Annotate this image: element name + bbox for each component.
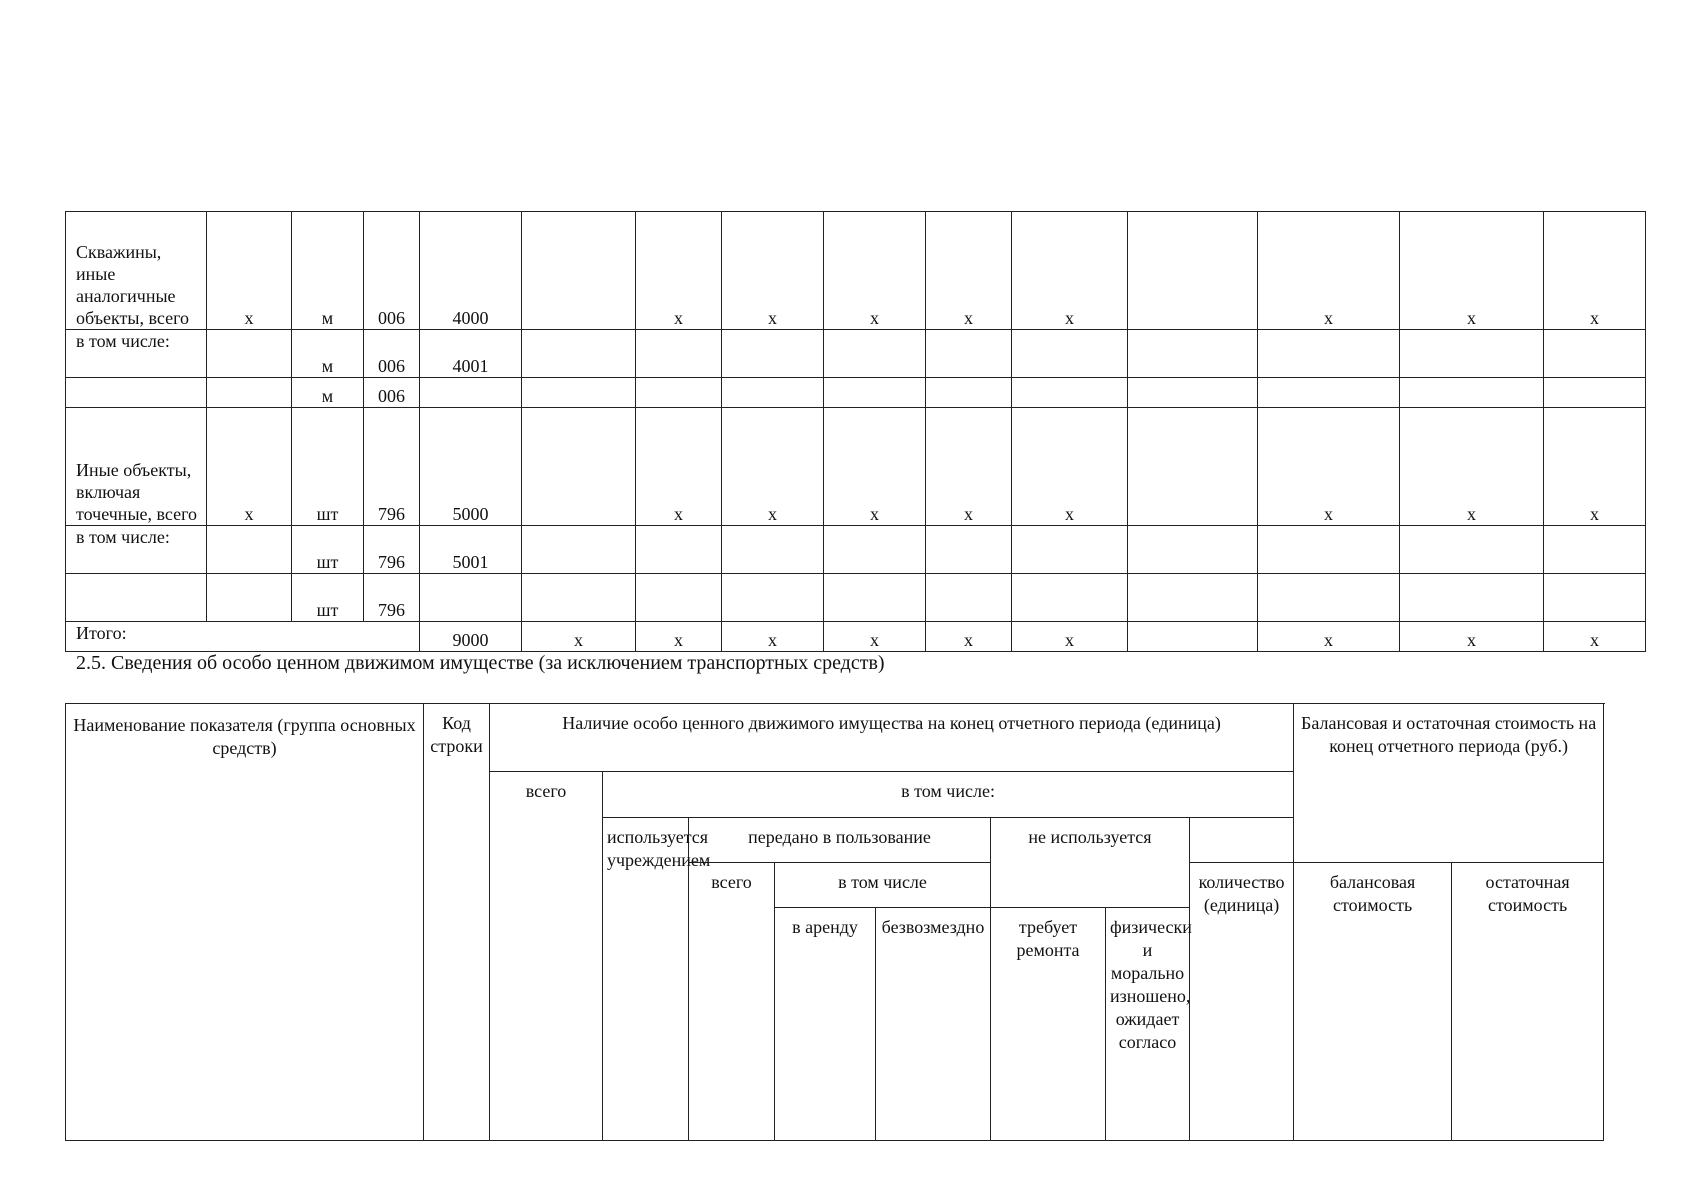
cell-okei: 006 [364, 378, 420, 408]
cell-col2 [207, 526, 292, 574]
assets-table [65, 211, 1646, 652]
cell-c14 [1400, 330, 1544, 378]
cell-c7 [636, 574, 722, 622]
total-cell-code: 9000 [420, 622, 522, 652]
cell-unit: шт [292, 574, 364, 622]
cell-c6 [522, 526, 636, 574]
total-cell-c7: x [636, 622, 722, 652]
cell-col2 [207, 378, 292, 408]
cell-c9: x [824, 212, 926, 330]
header-transferred-total: всего [689, 863, 775, 1141]
cell-c12 [1128, 526, 1258, 574]
row-name [66, 378, 207, 408]
cell-c15 [1544, 574, 1646, 622]
row-name: в том числе: [66, 330, 207, 378]
section-caption: 2.5. Сведения об особо ценном движимом имуществе (за исключением транспортных средств) [76, 652, 885, 674]
cell-c14 [1400, 574, 1544, 622]
cell-c13 [1258, 574, 1400, 622]
total-cell-c8: x [722, 622, 824, 652]
table-row [66, 408, 1646, 526]
cell-c8: x [722, 212, 824, 330]
total-cell-c14: x [1400, 622, 1544, 652]
header-needs-repair: требует ремонта [991, 908, 1106, 1141]
row-name [66, 574, 207, 622]
header-row-code: Код строки [424, 704, 490, 1141]
cell-c11 [1012, 378, 1128, 408]
cell-c9 [824, 330, 926, 378]
cell-okei: 796 [364, 574, 420, 622]
row-name: в том числе: [66, 526, 207, 574]
table-row [66, 526, 1646, 574]
total-cell-c6: x [522, 622, 636, 652]
cell-c15 [1544, 330, 1646, 378]
cell-c9 [824, 378, 926, 408]
row-name: Иные объекты, включая точечные, всего [66, 408, 207, 526]
cell-c13: x [1258, 212, 1400, 330]
cell-c15 [1544, 526, 1646, 574]
cell-c6 [522, 330, 636, 378]
cell-c6 [522, 574, 636, 622]
row-name: Скважины, иные аналогичные объекты, всего [66, 212, 207, 330]
cell-code: 5000 [420, 408, 522, 526]
table-row [66, 212, 1646, 330]
header-balance-value: балансовая стоимость [1294, 863, 1452, 1141]
cell-code: 4000 [420, 212, 522, 330]
header-transferred: передано в пользование [689, 818, 991, 863]
cell-c7 [636, 378, 722, 408]
table-row [66, 378, 1646, 408]
table-row [66, 330, 1646, 378]
cell-c11: x [1012, 212, 1128, 330]
cell-unit: м [292, 378, 364, 408]
cell-c6 [522, 408, 636, 526]
cell-col2 [207, 574, 292, 622]
cell-c8 [722, 330, 824, 378]
cell-c14: x [1400, 408, 1544, 526]
total-cell-c15: x [1544, 622, 1646, 652]
cell-c9 [824, 526, 926, 574]
cell-c7: x [636, 212, 722, 330]
header-total: всего [490, 772, 603, 1141]
cell-c10 [926, 574, 1012, 622]
cell-c9 [824, 574, 926, 622]
cell-c15 [1544, 378, 1646, 408]
cell-okei: 006 [364, 330, 420, 378]
header-quantity: количество (единица) [1190, 863, 1294, 1141]
cell-c8 [722, 574, 824, 622]
cell-c7 [636, 526, 722, 574]
header-residual-value: остаточная стоимость [1452, 863, 1604, 1141]
cell-c11 [1012, 526, 1128, 574]
cell-unit: шт [292, 526, 364, 574]
total-cell-c13: x [1258, 622, 1400, 652]
cell-c10 [926, 526, 1012, 574]
total-row [66, 622, 1646, 652]
cell-c12 [1128, 574, 1258, 622]
cell-code [420, 574, 522, 622]
cell-c10 [926, 378, 1012, 408]
cell-unit: м [292, 330, 364, 378]
header-free-use: безвозмездно [876, 908, 991, 1141]
cell-c14 [1400, 526, 1544, 574]
cell-c12 [1128, 378, 1258, 408]
cell-code: 5001 [420, 526, 522, 574]
cell-c8 [722, 378, 824, 408]
valuable-property-table [65, 703, 1604, 1141]
cell-c6 [522, 212, 636, 330]
cell-c15: x [1544, 212, 1646, 330]
cell-c7: x [636, 408, 722, 526]
cell-c13 [1258, 330, 1400, 378]
cell-c8 [722, 526, 824, 574]
cell-c12 [1128, 408, 1258, 526]
cell-col2: x [207, 212, 292, 330]
cell-c14: x [1400, 212, 1544, 330]
cell-c10: x [926, 408, 1012, 526]
cell-c11 [1012, 574, 1128, 622]
cell-c12 [1128, 212, 1258, 330]
header-rent: в аренду [775, 908, 876, 1141]
cell-c13 [1258, 378, 1400, 408]
cell-c10: x [926, 212, 1012, 330]
cell-code [420, 378, 522, 408]
header-including: в том числе: [603, 772, 1294, 818]
header-transferred-including: в том числе [775, 863, 991, 908]
cell-c15: x [1544, 408, 1646, 526]
total-cell-c10: x [926, 622, 1012, 652]
header-indicator-name: Наименование показателя (группа основных средств) [66, 704, 424, 1141]
header-not-used: не используется [991, 818, 1190, 908]
header-used-by-institution: используется учреждением [603, 818, 689, 1141]
cell-c11 [1012, 330, 1128, 378]
cell-okei: 796 [364, 408, 420, 526]
cell-c7 [636, 330, 722, 378]
cell-col2: x [207, 408, 292, 526]
cell-c11: x [1012, 408, 1128, 526]
header-worn-out: физически и морально изношено, ожидает согласо [1106, 908, 1190, 1141]
cell-okei: 006 [364, 212, 420, 330]
cell-c10 [926, 330, 1012, 378]
total-cell-c11: x [1012, 622, 1128, 652]
cell-c13: x [1258, 408, 1400, 526]
total-label: Итого: [66, 622, 420, 652]
cell-col2 [207, 330, 292, 378]
cell-unit: м [292, 212, 364, 330]
cell-c12 [1128, 330, 1258, 378]
cell-code: 4001 [420, 330, 522, 378]
total-cell-c9: x [824, 622, 926, 652]
cell-c8: x [722, 408, 824, 526]
cell-c13 [1258, 526, 1400, 574]
cell-c14 [1400, 378, 1544, 408]
header-balance: Балансовая и остаточная стоимость на конец отчетного периода (руб.) [1294, 704, 1604, 863]
cell-okei: 796 [364, 526, 420, 574]
cell-unit: шт [292, 408, 364, 526]
header-presence: Наличие особо ценного движимого имущества на конец отчетного периода (единица) [490, 704, 1294, 772]
total-cell-c12 [1128, 622, 1258, 652]
table-row [66, 574, 1646, 622]
cell-c9: x [824, 408, 926, 526]
cell-c6 [522, 378, 636, 408]
